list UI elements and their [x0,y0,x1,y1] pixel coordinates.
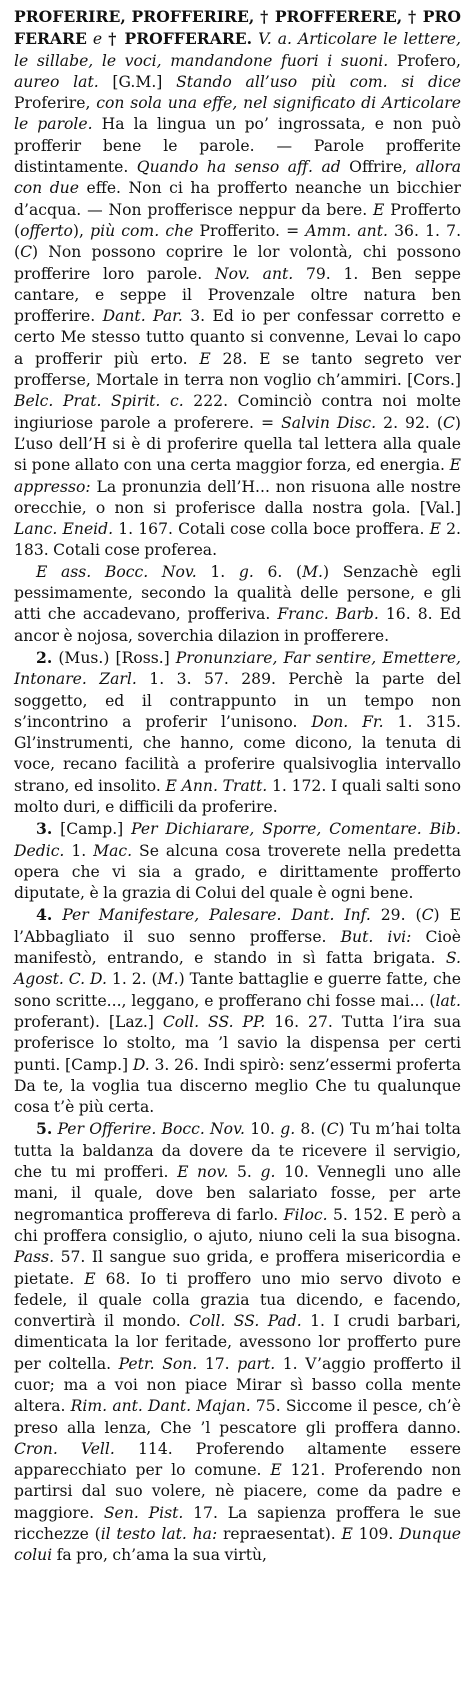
body-text: 109. [352,1525,400,1544]
italic-text: E ass. Bocc. Nov. [36,562,197,581]
italic-text: allora con due [14,158,462,198]
body-text: Cioè manifestò, entrando, e stando in sì fatta brigata. [14,927,461,968]
italic-text: Stando all’uso più com. si dice [176,72,461,91]
body-text: 121. Proferendo non partirsi dal suo volere, nè piacere, come da padre e maggiore. [14,1461,461,1522]
headword-text: PROFERIRE, PROFFERIRE, † PROFFERERE, † PRO FERARE [14,7,461,49]
body-text: 68. Io ti proffero uno mio servo divoto e fedele, il quale colla grazia tua dicendo, e facendo, convertirà il mondo. [14,1269,462,1331]
italic-text: lat. [435,991,461,1010]
body-text: 36. 1. 7. ( [14,221,462,262]
entry-paragraph [14,904,461,1118]
italic-text: Pronunziare, Far sentire, Emettere, Intonare. Zarl. [14,648,461,689]
italic-text: con sola una effe, nel significato di Articolare le parole. [14,94,461,134]
italic-text: E [373,200,385,219]
body-text: 1. 3. 57. 289. Perchè la parte del soggetto, ed il contrappunto in un tempo non s’incontrino a proferir l’unisono. [14,670,462,731]
italic-text: Salvin Disc. [281,413,377,432]
italic-text: e [86,30,109,49]
italic-text: D. [132,1055,150,1074]
body-text: 10. [244,1120,281,1139]
body-text: 1. 2. ( [106,970,158,989]
body-text: 16. 27. Tutta l’ira sua proferisce lo stolto, ma ’l savio la dispensa per certi punti. [Camp.] [14,1012,461,1074]
italic-text: Dunque colui [14,1525,461,1565]
body-text: 79. 1. Ben seppe cantare, e seppe il Provenzale oltre natura ben profferire. [14,264,462,326]
italic-text: M. [157,970,179,989]
body-text: 17. [197,1354,238,1373]
body-text: fa pro, ch’ama la sua virtù, [52,1546,267,1565]
italic-text: Sen. Pist. [103,1503,184,1522]
body-text: Proferire, [14,94,97,113]
entry-paragraph [14,562,461,647]
italic-text: E [341,1525,353,1544]
body-text: La pronunzia dell’H... non risuona alle nostre orecchie, o non si proferisce dalla nostra gola. [Val.] [14,477,461,517]
body-text: 8. ( [295,1120,327,1139]
body-text: ) E l’Abbagliato il suo senno profferse. [14,906,461,946]
body-text: ) Non possono coprire le lor volontà, chi possono profferire loro parole. [14,243,461,283]
body-text: Offrire, [340,158,416,177]
italic-text: Coll. SS. PP. [162,1012,266,1031]
body-text: Profero, [388,51,462,70]
italic-text: Mac. [93,841,133,860]
body-text: 1. 172. I quali salti sono molto duri, e difficili da proferire. [14,776,461,816]
italic-text: Petr. Son. [118,1354,198,1373]
italic-text: part. [237,1354,276,1373]
italic-text: g. [238,562,254,581]
italic-text: Per Manifestare, Palesare. Dant. Inf. [52,906,371,925]
body-text: ) Senzachè egli pessimamente, secondo la qualità delle persone, e gli atti che accadevano, profferiva. [14,562,461,624]
dictionary-entry [14,6,461,1567]
body-text: 1. 315. Gl’instrumenti, che hanno, come dicono, la tenuta di voce, recano facilità a proferire qualsivoglia intervallo strano, ed insolito. [14,712,461,795]
body-text: 17. La sapienza proffera le sue ricchezze ( [14,1503,461,1544]
italic-text: il testo lat. ha: [100,1525,218,1544]
italic-text: E nov. [177,1163,229,1182]
italic-text: E [429,520,441,539]
body-text: 28. E se tanto segreto ver profferse, Mortale in terra non voglio ch’ammiri. [Cors.] [14,349,461,390]
headword-text: 3. [36,819,53,839]
entry-paragraph [14,6,461,562]
italic-text: E [270,1461,282,1480]
italic-text: E Ann. Tratt. [165,776,268,795]
body-text: 1. I crudi barbari, dimenticata la lor feritade, avessono lor profferto pure per coltella. [14,1312,462,1373]
body-text: 29. ( [370,906,422,925]
italic-text: C [442,413,455,432]
italic-text: Lanc. Eneid. [14,520,114,539]
italic-text: Rim. ant. Dant. Majan. [70,1397,251,1416]
body-text: 3. Ed io per confessar corretto e certo Me stesso tutto quanto si convenne, Levai lo capo a profferir più erto. [14,307,462,368]
body-text: 5. 152. E però a chi proffera consiglio, o ajuto, niuno celi la sua bisogna. [14,1205,461,1245]
body-text: 1. [196,562,239,581]
body-text: 10. Vennegli uno alle mani, il quale, dove ben salariato fosse, per arte negromantica proffereva di farlo. [14,1163,462,1224]
body-text: proferant). [Laz.] [14,1012,163,1031]
body-text: 114. Proferendo altamente essere apparecchiato per lo comune. [14,1439,461,1480]
headword-text: 4. [36,905,53,925]
headword-text: † PROFFERARE. [108,29,253,49]
italic-text: V. a. Articolare le lettere, le sillabe, le voci, mandandone fuori i suoni. [14,30,461,70]
italic-text: S. Agost. C. D. [14,949,461,989]
entry-paragraph [14,647,461,818]
body-text: ) L’uso dell’H si è di proferire quella tal lettera alla quale si pone allato con una certa maggior forza, ed energia. [14,413,462,475]
body-text: Ha la lingua un po’ ingrossata, e non può profferir bene le parole. — Parole profferite distintamente. [14,115,461,177]
italic-text: Per Offerire. Bocc. Nov. [52,1120,245,1139]
body-text: 16. 8. Ed ancor è nojosa, soverchia dilazion in profferere. [14,605,461,645]
body-text: [Camp.] [52,820,132,839]
body-text: 1. [64,841,94,860]
italic-text: C [421,906,434,925]
body-text: 222. Cominciò contra noi molte ingiuriose parole a proferere. = [14,392,461,432]
body-text: 6. ( [253,562,303,581]
body-text: Profferito. = [193,221,306,240]
italic-text: E [199,349,211,368]
body-text: ), [72,221,91,240]
italic-text: Dant. Par. [102,307,183,326]
headword-text: 5. [36,1119,53,1139]
italic-text: E appresso: [14,456,461,496]
body-text: 57. Il sangue suo grida, e proffera misericordia e pietate. [14,1248,461,1288]
italic-text: Belc. Prat. Spirit. c. [14,392,184,411]
body-text: 1. 167. Cotali cose colla boce proffera. [113,520,430,539]
italic-text: E [84,1269,96,1288]
italic-text: g. [280,1120,296,1139]
italic-text: Quando ha senso aff. ad [136,158,341,177]
body-text: 5. [228,1163,261,1182]
italic-text: aureo lat. [14,72,99,91]
body-text: 2. 183. Cotali cose proferea. [14,520,461,560]
body-text: 75. Siccome il pesce, ch’è preso alla lenza, Che ’l pescatore gli proffera danno. [14,1397,461,1437]
body-text: effe. Non ci ha profferto neanche un bicchier d’acqua. — Non profferisce neppur da bere. [14,179,462,219]
italic-text: C [20,243,33,262]
italic-text: Nov. ant. [214,264,294,283]
body-text: Profferto ( [14,200,461,240]
body-text: Se alcuna cosa troverete nella predetta opera che vi sia a grado, e dirittamente profferto diputate, è la grazia di Colui del quale è ogni bene. [14,841,462,903]
italic-text: g. [260,1163,276,1182]
body-text: 2. 92. ( [376,413,443,432]
italic-text: Amm. ant. [305,221,388,240]
entry-paragraph [14,818,461,904]
italic-text: offerto [20,221,73,240]
italic-text: Per Dichiarare, Sporre, Comentare. Bib. Dedic. [14,820,461,860]
body-text: 1. V’aggio profferto il cuor; ma a voi non piace Mirar sì basso colla mente altera. [14,1354,461,1416]
italic-text: più com. che [90,221,194,240]
italic-text: M. [302,562,323,581]
body-text: ) Tu m’hai tolta tutta la baldanza da dovere da te ricevere il servigio, che tu mi profferi. [14,1120,461,1182]
body-text: (Mus.) [Ross.] [52,648,176,667]
italic-text: Pass. [14,1248,55,1267]
italic-text: C [326,1120,339,1139]
entry-paragraph [14,1118,461,1566]
italic-text: Franc. Barb. [277,605,379,624]
italic-text: Cron. Vell. [14,1439,115,1458]
body-text: 3. 26. Indi spirò: senz’essermi proferta Da te, la voglia tua discerno meglio Che tu qualunque cosa t’è più certa. [14,1055,461,1117]
italic-text: Filoc. [283,1205,328,1224]
body-text: repraesentat). [217,1525,342,1544]
body-text: ) Tante battaglie e guerre fatte, che sono scritte..., leggano, e profferano chi fosse mai... ( [14,970,461,1010]
italic-text: But. ivi: [340,927,412,946]
body-text: [G.M.] [98,72,177,91]
italic-text: Coll. SS. Pad. [189,1312,302,1331]
italic-text: Don. Fr. [311,712,384,731]
headword-text: 2. [36,647,53,667]
